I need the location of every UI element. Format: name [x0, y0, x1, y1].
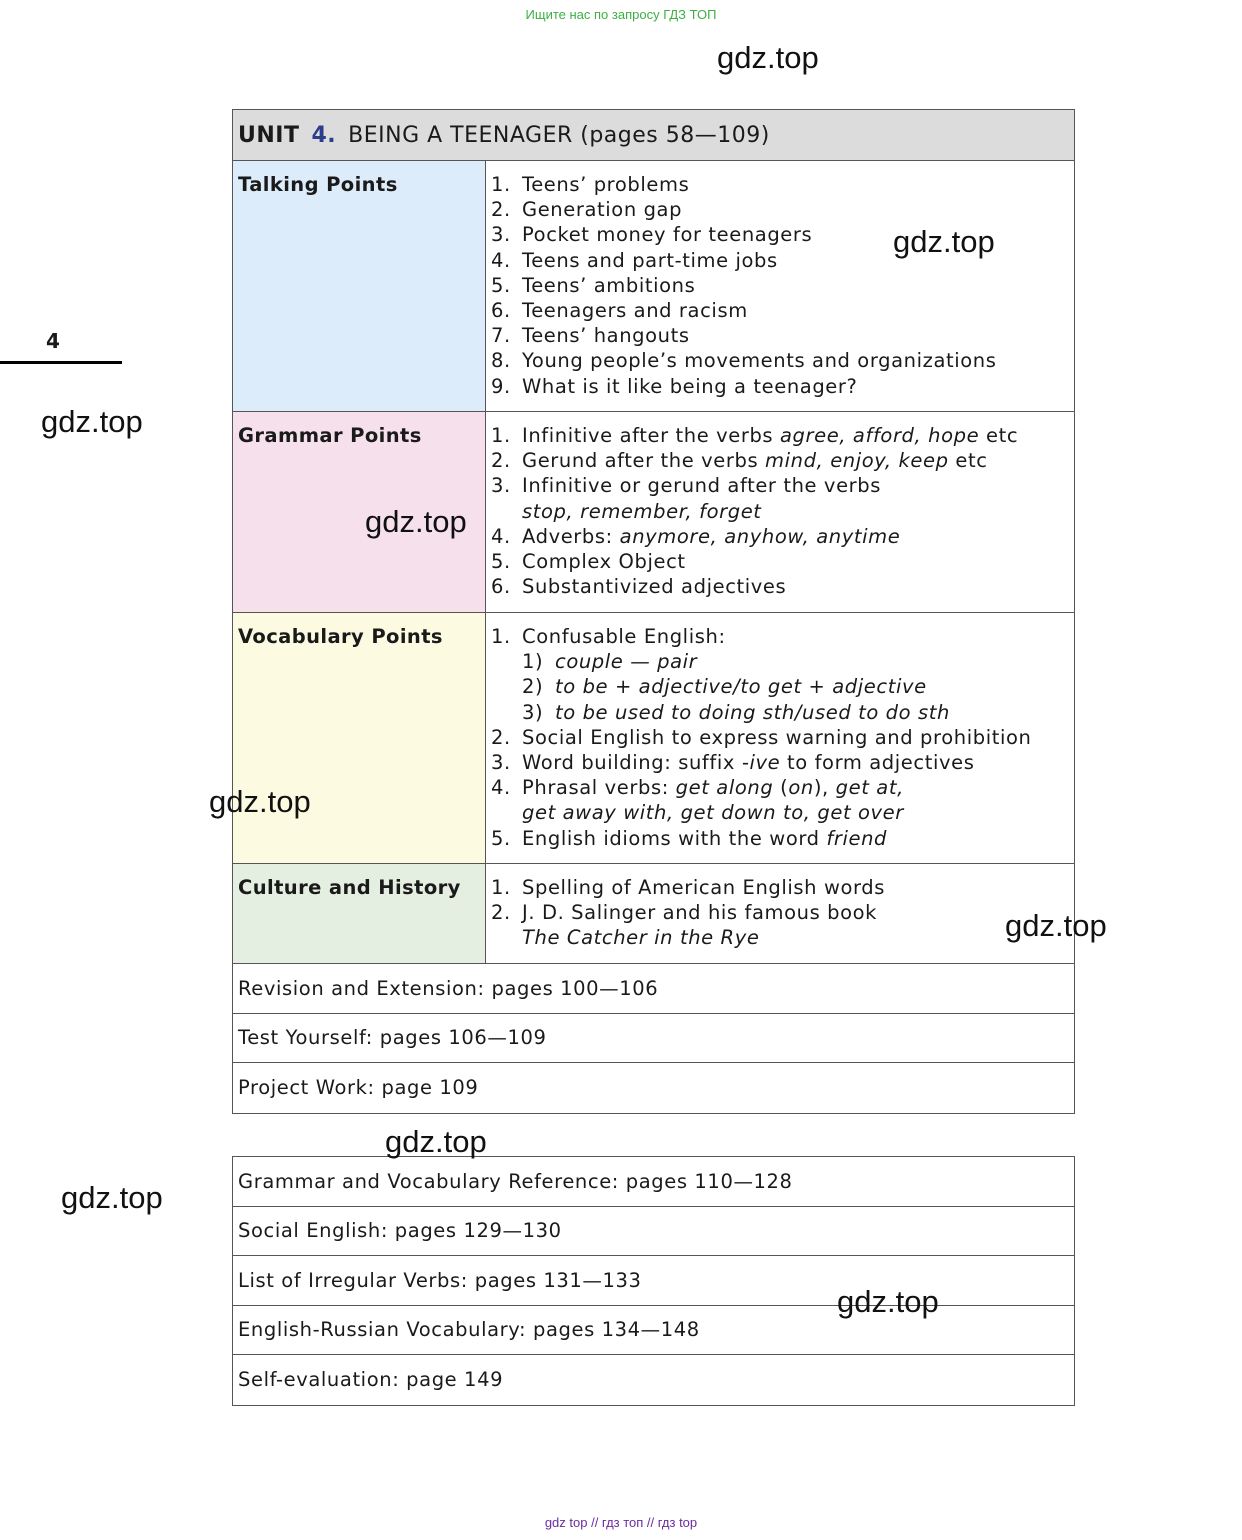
grammar-points-label: Grammar Points [233, 412, 486, 612]
list-item: 2. Gerund after the verbs mind, enjoy, keep etc [491, 449, 988, 473]
watermark: gdz.top [717, 40, 819, 75]
list-item: 9. What is it like being a teenager? [491, 374, 858, 398]
list-item-continuation: get away with, get down to, get over [522, 801, 904, 825]
list-item: 4. Phrasal verbs: get along (on), get at, [491, 776, 904, 800]
grammar-points-list [486, 412, 1074, 612]
list-item: 2. Social English to express warning and prohibition [491, 725, 1032, 749]
culture-history-list [486, 864, 1074, 963]
list-item: 1. Infinitive after the verbs agree, afford, hope etc [491, 424, 1019, 447]
watermark: gdz.top [1005, 908, 1107, 943]
talking-points-section [233, 161, 1074, 412]
list-item: 7. Teens’ hangouts [491, 324, 690, 348]
list-item-continuation: The Catcher in the Rye [522, 926, 760, 950]
reference-row: English-Russian Vocabulary: pages 134—148 [233, 1306, 1074, 1356]
list-item: 3. Pocket money for teenagers [491, 223, 813, 247]
sub-list-item: 3) to be used to doing sth/used to do sth [522, 700, 950, 724]
list-item: 2. J. D. Salinger and his famous book [491, 901, 878, 925]
list-item: 1. Teens’ problems [491, 173, 690, 196]
list-item-continuation: stop, remember, forget [522, 499, 762, 523]
unit-word: UNIT [238, 122, 300, 148]
search-banner[interactable]: Ищите нас по запросу ГДЗ ТОП [525, 7, 717, 22]
watermark: gdz.top [365, 504, 467, 539]
list-item: 4. Teens and part-time jobs [491, 248, 778, 272]
list-item: 2. Generation gap [491, 198, 683, 222]
list-item: 6. Teenagers and racism [491, 298, 748, 322]
vocabulary-points-label: Vocabulary Points [233, 613, 486, 863]
unit-title: BEING A TEENAGER (pages 58—109) [348, 122, 770, 148]
list-item: 5. English idioms with the word friend [491, 826, 888, 850]
watermark: gdz.top [385, 1124, 487, 1159]
vocabulary-points-section [233, 613, 1074, 864]
revision-row: Revision and Extension: pages 100—106 [233, 964, 1074, 1014]
reference-row: List of Irregular Verbs: pages 131—133 [233, 1256, 1074, 1306]
list-item: 1. Spelling of American English words [491, 876, 886, 899]
watermark: gdz.top [837, 1284, 939, 1319]
reference-table [232, 1156, 1075, 1406]
list-item: 3. Word building: suffix -ive to form adjectives [491, 750, 975, 774]
list-item: 5. Complex Object [491, 549, 686, 573]
watermark: gdz.top [209, 784, 311, 819]
unit-number: 4. [311, 122, 337, 148]
list-item: 6. Substantivized adjectives [491, 575, 787, 599]
page-number: 4 [46, 329, 60, 353]
sub-list-item: 1) couple — pair [522, 650, 698, 674]
list-item: 5. Teens’ ambitions [491, 273, 696, 297]
watermark: gdz.top [893, 224, 995, 259]
reference-row: Grammar and Vocabulary Reference: pages 110—128 [233, 1157, 1074, 1207]
culture-history-section [233, 864, 1074, 964]
watermark: gdz.top [41, 404, 143, 439]
sub-list-item: 2) to be + adjective/to get + adjective [522, 675, 927, 699]
list-item: 1. Confusable English: [491, 625, 726, 648]
watermark: gdz.top [61, 1180, 163, 1215]
test-yourself-row: Test Yourself: pages 106—109 [233, 1014, 1074, 1064]
page-number-rule [0, 361, 122, 364]
reference-row: Self-evaluation: page 149 [238, 1368, 504, 1392]
list-item: 8. Young people’s movements and organizations [491, 349, 997, 373]
list-item: 4. Adverbs: anymore, anyhow, anytime [491, 524, 901, 548]
talking-points-label: Talking Points [233, 161, 486, 411]
talking-points-list [486, 161, 1074, 411]
list-item: 3. Infinitive or gerund after the verbs [491, 474, 882, 498]
footer-links[interactable]: gdz top // гдз топ // гдз top [544, 1515, 698, 1530]
grammar-points-section [233, 412, 1074, 613]
vocabulary-points-list [486, 613, 1074, 863]
unit-header [233, 110, 1074, 161]
reference-row: Social English: pages 129—130 [233, 1207, 1074, 1257]
project-work-row: Project Work: page 109 [238, 1076, 479, 1100]
culture-history-label: Culture and History [233, 864, 486, 963]
